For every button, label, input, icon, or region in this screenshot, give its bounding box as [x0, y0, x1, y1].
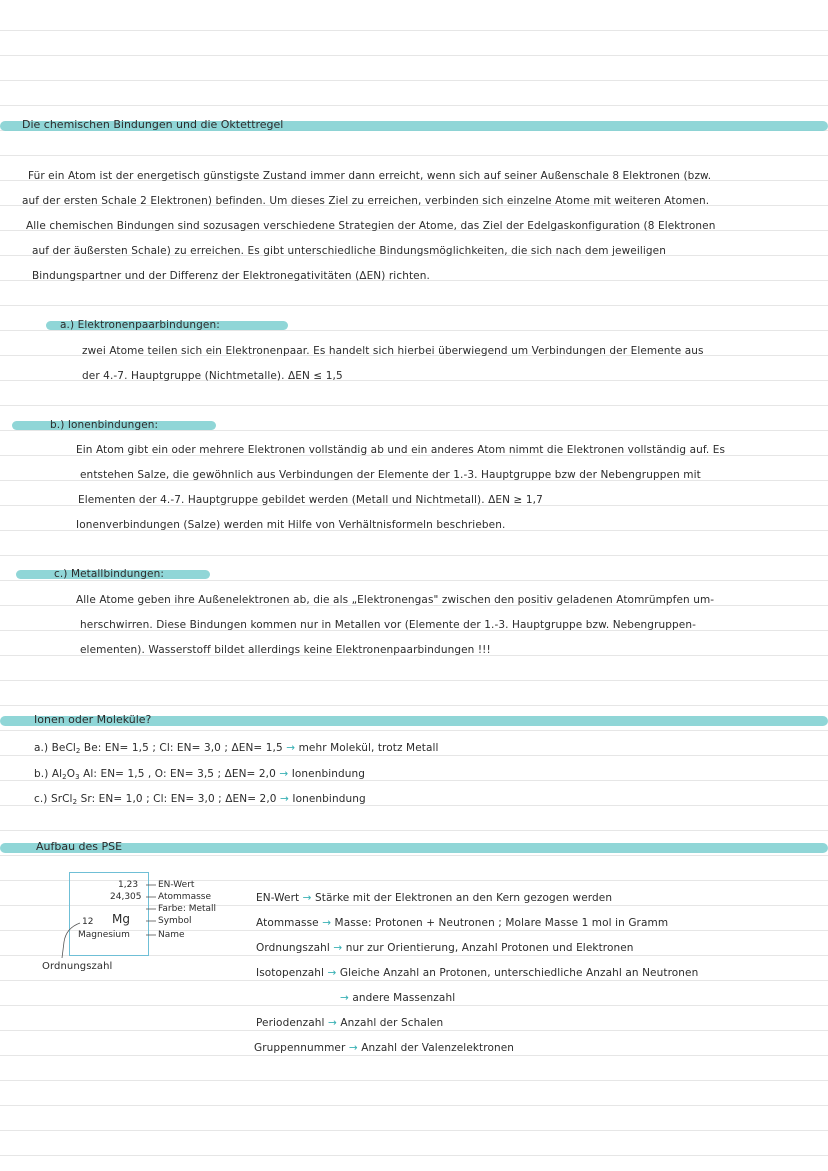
definition-row: [340, 991, 455, 1005]
definition-text: nur zur Orientierung, Anzahl Protonen und Elektronen: [345, 942, 634, 954]
section-1-title: Die chemischen Bindungen und die Oktettregel: [22, 118, 284, 131]
intro-line: Für ein Atom ist der energetisch günstigste Zustand immer dann erreicht, wenn sich auf seiner Außenschale 8 Elektronen (bzw.: [28, 170, 712, 182]
formula-subscript-2: 3: [75, 773, 80, 781]
text-line-a: zwei Atome teilen sich ein Elektronenpaar. Es handelt sich hierbei überwiegend um Verbindungen der Elemente aus: [82, 345, 704, 357]
definition-term: EN-Wert: [256, 892, 300, 904]
definition-term: Gruppennummer: [254, 1042, 346, 1054]
section-2-title: Ionen oder Moleküle?: [34, 713, 152, 726]
formula-row-b: [34, 767, 365, 784]
arrow-icon: →: [340, 992, 349, 1004]
formula-row-a: [34, 741, 439, 758]
arrow-icon: →: [327, 967, 337, 979]
formula-values: Al: EN= 1,5 , O: EN= 3,5 ; ΔEN= 2,0: [79, 768, 276, 780]
text-line-b: Ein Atom gibt ein oder mehrere Elektronen vollständig ab und ein anderes Atom nimmt die Elektronen vollständig auf. Es: [76, 444, 726, 456]
element-symbol: Mg: [112, 912, 130, 926]
definition-text: andere Massenzahl: [352, 992, 456, 1004]
definition-term: Atommasse: [256, 917, 319, 929]
definition-text: Gleiche Anzahl an Protonen, unterschiedliche Anzahl an Neutronen: [339, 967, 699, 979]
formula-subscript: 2: [62, 773, 67, 781]
definition-row: [256, 891, 612, 905]
formula-row-c: [34, 792, 366, 809]
label-name: Name: [158, 930, 185, 940]
text-line-b: entstehen Salze, die gewöhnlich aus Verbindungen der Elemente der 1.-3. Hauptgruppe bzw der Nebengruppen mit: [80, 469, 701, 481]
element-en-value: 1,23: [118, 880, 139, 890]
arrow-icon: →: [322, 917, 332, 929]
definition-row: [256, 916, 668, 930]
formula-subscript: 2: [75, 747, 81, 755]
intro-line: Alle chemischen Bindungen sind sozusagen verschiedene Strategien der Atome, das Ziel der Edelgaskonfiguration (8 Elektronen: [26, 220, 716, 232]
formula-result: Ionenbindung: [291, 768, 366, 780]
text-line-c: herschwirren. Diese Bindungen kommen nur in Metallen vor (Elemente der 1.-3. Hauptgruppe bzw. Nebengruppen-: [80, 619, 696, 631]
definition-term: Ordnungszahl: [256, 942, 330, 954]
formula-subscript: 2: [72, 798, 78, 806]
text-line-b: Elementen der 4.-7. Hauptgruppe gebildet werden (Metall und Nichtmetall). ΔEN ≥ 1,7: [78, 494, 543, 506]
element-mass-value: 24,305: [110, 892, 142, 902]
arrow-icon: →: [286, 742, 296, 754]
label-number: Ordnungszahl: [42, 961, 113, 972]
definition-text: Masse: Protonen + Neutronen ; Molare Masse 1 mol in Gramm: [334, 917, 669, 929]
label-symbol: Symbol: [158, 916, 192, 926]
subheading-a: a.) Elektronenpaarbindungen:: [60, 319, 220, 331]
arrow-icon: →: [333, 942, 343, 954]
text-line-c: Alle Atome geben ihre Außenelektronen ab, die als „Elektronengas" zwischen den positiv geladenen Atomrümpfen um-: [76, 594, 715, 606]
text-line-b: Ionenverbindungen (Salze) werden mit Hilfe von Verhältnisformeln beschrieben.: [76, 519, 506, 531]
label-color: Farbe: Metall: [158, 904, 217, 914]
subheading-c: c.) Metallbindungen:: [54, 568, 164, 580]
section-3-title-highlight: [0, 843, 828, 853]
element-number: 12: [82, 917, 94, 927]
definition-text: Stärke mit der Elektronen an den Kern gezogen werden: [315, 892, 613, 904]
text-line-a: der 4.-7. Hauptgruppe (Nichtmetalle). ΔEN ≤ 1,5: [82, 370, 343, 382]
formula-result: mehr Molekül, trotz Metall: [298, 742, 439, 754]
formula-values: Be: EN= 1,5 ; Cl: EN= 3,0 ; ΔEN= 1,5: [80, 742, 283, 754]
formula-values: Sr: EN= 1,0 ; Cl: EN= 3,0 ; ΔEN= 2,0: [77, 793, 277, 805]
intro-line: auf der ersten Schale 2 Elektronen) befinden. Um dieses Ziel zu erreichen, verbinden sich einzelne Atome mit weiteren Atomen.: [22, 195, 710, 207]
section-3-title: Aufbau des PSE: [36, 840, 123, 853]
intro-line: Bindungspartner und der Differenz der Elektronegativitäten (ΔEN) richten.: [32, 270, 430, 282]
definition-term: Periodenzahl: [256, 1017, 325, 1029]
definition-row: [254, 1041, 514, 1055]
formula-label: c.) SrCl: [34, 793, 73, 805]
subheading-b: b.) Ionenbindungen:: [50, 419, 159, 431]
arrow-icon: →: [302, 892, 312, 904]
definition-text: Anzahl der Schalen: [340, 1017, 444, 1029]
formula-label-2: O: [66, 768, 76, 780]
definition-text: Anzahl der Valenzelektronen: [361, 1042, 515, 1054]
text-line-c: elementen). Wasserstoff bildet allerdings keine Elektronenpaarbindungen !!!: [80, 644, 491, 656]
arrow-icon: →: [328, 1017, 337, 1029]
formula-label: a.) BeCl: [34, 742, 76, 754]
arrow-icon: →: [348, 1042, 358, 1054]
definition-row: [256, 941, 634, 955]
formula-result: Ionenbindung: [292, 793, 366, 805]
intro-line: auf der äußersten Schale) zu erreichen. Es gibt unterschiedliche Bindungsmöglichkeiten, die sich nach dem jeweiligen: [32, 245, 666, 257]
formula-label: b.) Al: [34, 768, 63, 780]
definition-row: [256, 1016, 443, 1030]
arrow-icon: →: [280, 793, 289, 805]
definition-term: Isotopenzahl: [256, 967, 325, 979]
element-name: Magnesium: [78, 930, 130, 940]
definition-row: [256, 966, 698, 980]
label-mass: Atommasse: [158, 892, 211, 902]
label-en: EN-Wert: [158, 880, 195, 890]
arrow-icon: →: [279, 768, 289, 780]
